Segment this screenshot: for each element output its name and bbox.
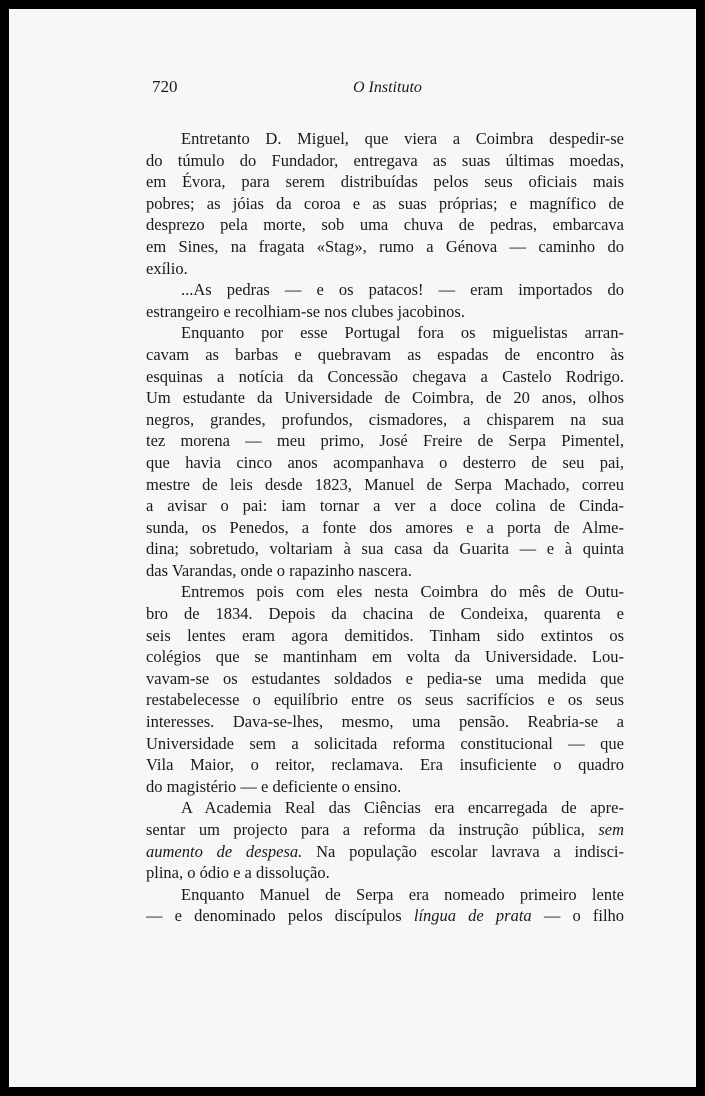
page-header [9,77,696,107]
text-line: Entretanto D. Miguel, que viera a Coimbra despedir-se [181,129,624,148]
text-span: Na população escolar lavrava a indisci- [316,841,624,861]
text-line: do túmulo do Fundador, entregava as suas últimas moedas, [146,150,624,170]
running-title: O Instituto [353,79,422,96]
text-line: mestre de leis desde 1823, Manuel de Serpa Machado, correu [146,474,624,494]
text-line: seis lentes eram agora demitidos. Tinham sido extintos os [146,625,624,645]
text-span: — o filho [543,906,624,926]
text-line: a avisar o pai: iam tornar a ver a doce colina de Cinda- [146,496,624,516]
text-line: esquinas a notícia da Concessão chegava a Castelo Rodrigo. [146,366,624,386]
text-line: ...As pedras — e os patacos! — eram importados do [181,280,624,300]
page-number: 720 [152,77,178,96]
italic-text: língua de prata [413,906,532,926]
body-text [146,128,624,927]
text-line: A Academia Real das Ciências era encarregada de apre- [181,798,624,818]
document-page [9,9,696,1087]
text-line: Enquanto por esse Portugal fora os miguelistas arran- [181,323,624,343]
text-line: em Sines, na fragata «Stag», rumo a Génova — caminho do [146,236,624,256]
italic-text: aumento de despesa. [146,841,303,861]
text-line: que havia cinco anos acompanhava o desterro de seu pai, [146,452,624,472]
text-span: — e denominado pelos discípulos [146,906,402,926]
text-line: pobres; as jóias da coroa e as suas próprias; e magnífico de [146,193,624,213]
text-line: interesses. Dava-se-lhes, mesmo, uma pensão. Reabria-se a [146,712,624,732]
text-line: colégios que se mantinham em volta da Universidade. Lou- [146,647,624,667]
text-line: sunda, os Penedos, a fonte dos amores e a porta de Alme- [146,517,624,537]
text-line: das Varandas, onde o rapazinho nascera. [146,560,412,580]
text-line: restabelecesse o equilíbrio entre os seus sacrifícios e os seus [146,690,624,710]
text-line: Universidade sem a solicitada reforma constitucional — que [146,733,624,753]
text-span: sentar um projecto para a reforma da instrução pública, [146,820,585,839]
text-line: negros, grandes, profundos, cismadores, a chisparem na sua [146,409,624,429]
text-line: em Évora, para serem distribuídas pelos seus oficiais mais [146,172,624,192]
text-line: Vila Maior, o reitor, reclamava. Era insuficiente o quadro [146,755,624,775]
text-line: plina, o ódio e a dissolução. [146,863,330,883]
text-line: bro de 1834. Depois da chacina de Condeixa, quarenta e [146,604,624,624]
text-line: dina; sobretudo, voltariam à sua casa da Guarita — e à quinta [146,539,624,559]
text-line: desprezo pela morte, sob uma chuva de pedras, embarcava [146,215,624,235]
text-line: Entremos pois com eles nesta Coimbra do mês de Outu- [181,582,624,602]
text-line: vavam-se os estudantes soldados e pedia-se uma medida que [146,668,624,688]
text-line [146,905,624,927]
text-line: exílio. [146,258,188,278]
text-line: do magistério — e deficiente o ensino. [146,776,402,796]
text-line: estrangeiro e recolhiam-se nos clubes jacobinos. [146,301,465,321]
text-line: cavam as barbas e quebravam as espadas de encontro às [146,344,624,364]
text-line: Enquanto Manuel de Serpa era nomeado primeiro lente [181,884,624,904]
italic-text: sem [598,820,624,839]
text-line [146,841,624,863]
text-line: tez morena — meu primo, José Freire de Serpa Pimentel, [146,431,624,451]
text-line [146,819,624,841]
text-line: Um estudante da Universidade de Coimbra, de 20 anos, olhos [146,388,624,408]
